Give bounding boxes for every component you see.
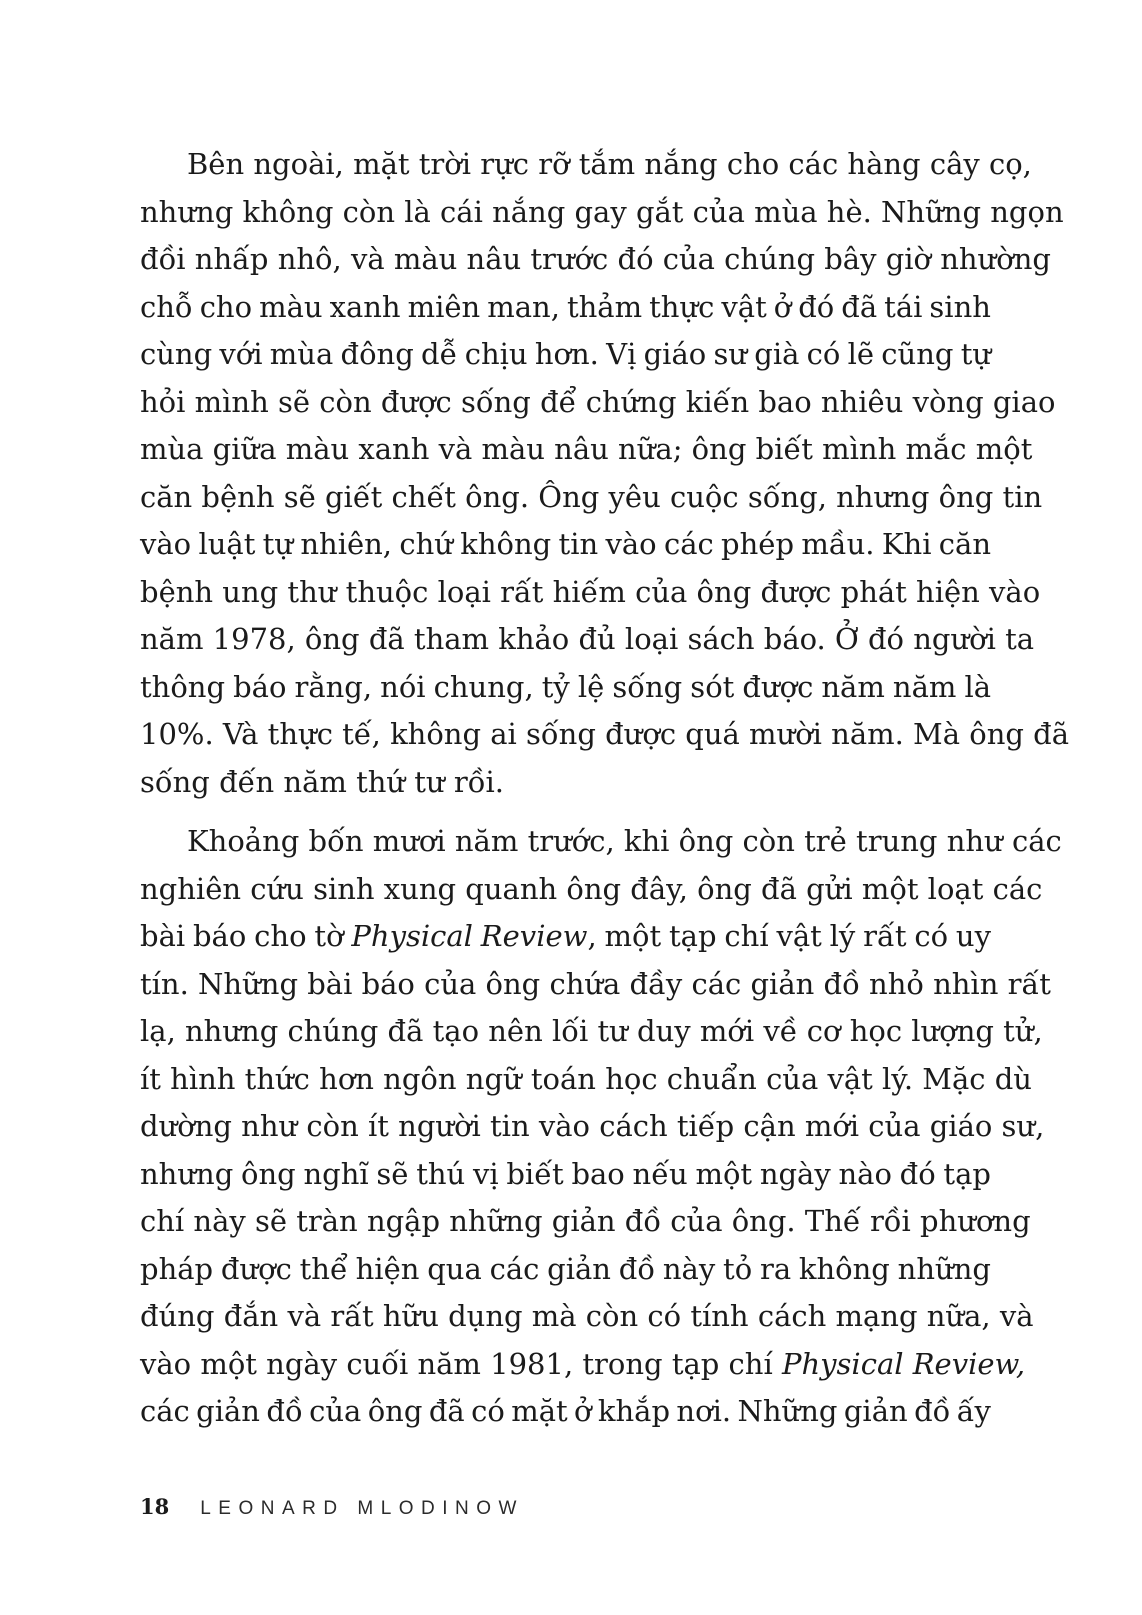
text-line [140, 236, 1051, 284]
text-line [140, 711, 1070, 759]
text-run: , một tạp chí vật lý rất có uy [587, 919, 991, 953]
italic-run: Physical Review [351, 919, 588, 953]
text-line [140, 1293, 1034, 1341]
text-line-content [140, 967, 1051, 1001]
text-line [140, 1246, 991, 1294]
text-line-content [140, 1109, 1044, 1143]
text-run: pháp được thể hiện qua các giản đồ này tỏ ra không những [140, 1251, 991, 1286]
text-line-content [140, 575, 1040, 609]
text-line-content [140, 919, 991, 953]
text-run: nhưng không còn là cái nắng gay gắt của mùa hè. Những ngọn [140, 194, 1064, 229]
text-line [140, 426, 1033, 474]
text-line [140, 1056, 1032, 1104]
text-run: 10%. Và thực tế, không ai sống được quá mười năm. Mà ông đã [140, 717, 1070, 751]
text-run: vào luật tự nhiên, chứ không tin vào các phép mầu. Khi căn [140, 527, 992, 561]
text-line-content [187, 824, 1062, 858]
page-number: 18 [140, 1494, 170, 1519]
text-line [140, 961, 1051, 1009]
text-line-content [140, 242, 1051, 276]
text-line [140, 1341, 1026, 1389]
text-run: đồi nhấp nhô, và màu nâu trước đó của chúng bây giờ nhường [140, 242, 1051, 276]
text-line [140, 569, 1041, 617]
text-line-content [140, 290, 991, 324]
text-line [140, 474, 1043, 522]
text-line [140, 521, 991, 569]
text-line-content [140, 385, 1055, 419]
text-run: mùa giữa màu xanh và màu nâu nữa; ông biết mình mắc một [140, 432, 1033, 466]
text-run: tín. Những bài báo của ông chứa đầy các giản đồ nhỏ nhìn rất [140, 966, 1051, 1001]
text-line [140, 913, 991, 961]
text-line-content [140, 1014, 1043, 1048]
text-line-content [140, 1204, 1031, 1238]
text-run: bài báo cho tờ [140, 919, 352, 953]
text-line-content [140, 1157, 991, 1191]
text-run: nghiên cứu sinh xung quanh ông đây, ông đã gửi một loạt các [140, 871, 1043, 906]
text-run: năm 1978, ông đã tham khảo đủ loại sách báo. Ở đó người ta [140, 622, 1035, 656]
text-line-content [140, 480, 1042, 514]
text-run: vào một ngày cuối năm 1981, trong tạp chí [140, 1346, 782, 1381]
text-line [140, 818, 1062, 866]
text-line [140, 284, 991, 332]
text-line [140, 1388, 991, 1436]
text-line-content [140, 670, 991, 704]
text-line [140, 379, 1056, 427]
text-run: hỏi mình sẽ còn được sống để chứng kiến bao nhiêu vòng giao [140, 384, 1056, 419]
text-run: Bên ngoài, mặt trời rực rỡ tắm nắng cho các hàng cây cọ, [187, 147, 1032, 181]
text-run: dường như còn ít người tin vào cách tiếp cận mới của giáo sư, [140, 1109, 1045, 1143]
text-run: chỗ cho màu xanh miên man, thảm thực vật ở đó đã tái sinh [140, 289, 991, 324]
italic-run: Physical Review, [781, 1346, 1026, 1381]
text-line-content [140, 1062, 1032, 1096]
paragraph [140, 141, 1070, 806]
text-line [140, 759, 991, 807]
text-line-content [140, 872, 1042, 906]
text-line [140, 664, 991, 712]
text-line-content [140, 622, 1034, 656]
text-run: lạ, nhưng chúng đã tạo nên lối tư duy mới về cơ học lượng tử, [140, 1014, 1043, 1048]
text-line [140, 1103, 1045, 1151]
text-line-content [140, 717, 1069, 751]
paragraph [140, 818, 1062, 1436]
text-line-content [140, 1299, 1034, 1333]
running-footer-author: LEONARD MLODINOW [200, 1498, 524, 1519]
text-run: các giản đồ của ông đã có mặt ở khắp nơi. Những giản đồ ấy [140, 1394, 991, 1428]
text-line-content [140, 337, 991, 371]
text-line-content [140, 432, 1032, 466]
text-run: nhưng ông nghĩ sẽ thú vị biết bao nếu một ngày nào đó tạp [140, 1156, 991, 1191]
text-line [140, 866, 1043, 914]
text-run: chí này sẽ tràn ngập những giản đồ của ông. Thế rồi phương [140, 1204, 1031, 1238]
text-line-content [140, 1394, 991, 1428]
text-line-content [187, 147, 1032, 181]
text-line [140, 189, 1064, 237]
text-line-content [140, 527, 991, 561]
text-line-content [140, 1347, 1025, 1381]
text-run: cùng với mùa đông dễ chịu hơn. Vị giáo sư già có lẽ cũng tự [140, 337, 992, 371]
text-line [140, 1151, 991, 1199]
text-line-content [140, 1252, 991, 1286]
text-run: sống đến năm thứ tư rồi. [140, 764, 504, 799]
page-footer [140, 1494, 524, 1520]
text-run: ít hình thức hơn ngôn ngữ toán học chuẩn của vật lý. Mặc dù [140, 1061, 1032, 1096]
text-block [140, 141, 1070, 1436]
text-line [140, 1198, 1031, 1246]
text-line-content [140, 765, 504, 799]
text-run: Khoảng bốn mươi năm trước, khi ông còn trẻ trung như các [187, 824, 1062, 858]
text-line-content [140, 195, 1064, 229]
text-line [140, 1008, 1043, 1056]
text-run: đúng đắn và rất hữu dụng mà còn có tính cách mạng nữa, và [140, 1299, 1034, 1333]
text-line [140, 616, 1035, 664]
text-run: căn bệnh sẽ giết chết ông. Ông yêu cuộc sống, nhưng ông tin [140, 479, 1043, 514]
text-line [140, 331, 991, 379]
text-run: thông báo rằng, nói chung, tỷ lệ sống sót được năm năm là [140, 669, 992, 704]
text-line [140, 141, 1032, 189]
text-run: bệnh ung thư thuộc loại rất hiếm của ông được phát hiện vào [140, 574, 1041, 609]
